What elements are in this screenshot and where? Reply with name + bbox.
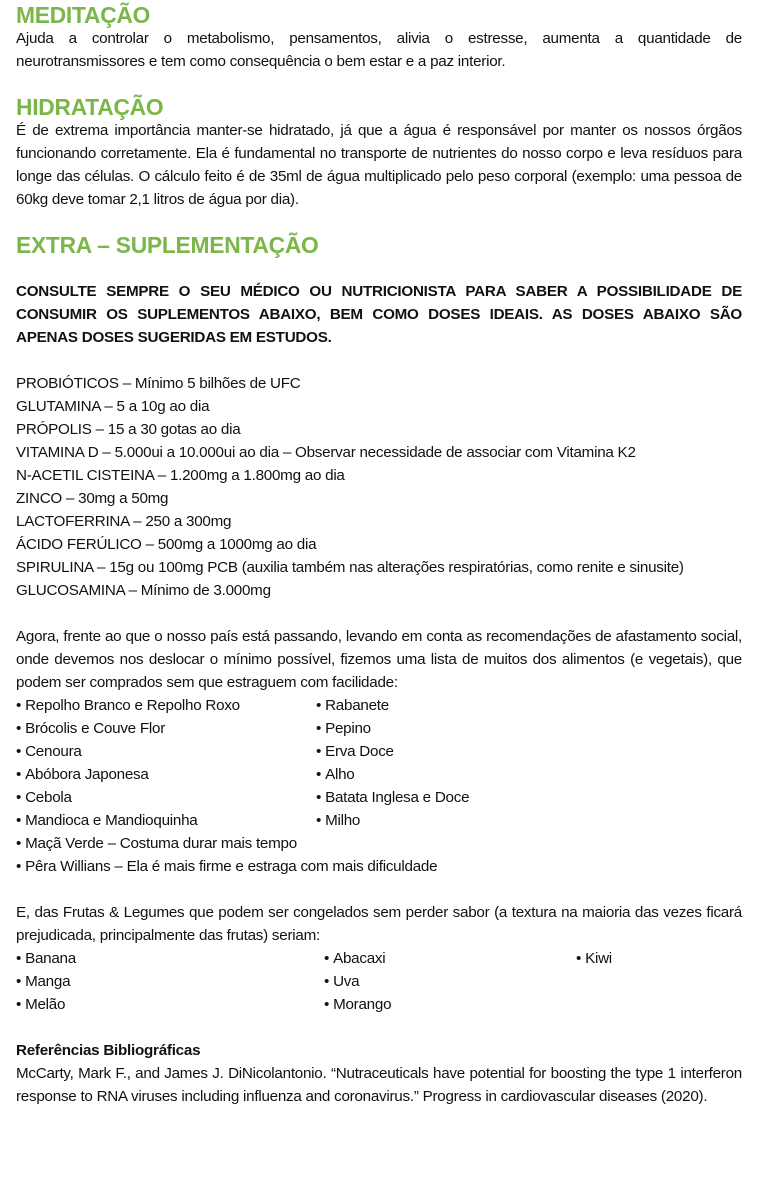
supplement-item: GLUTAMINA – 5 a 10g ao dia	[16, 398, 210, 415]
spacer	[16, 257, 742, 280]
paragraph-alimentos-intro: Agora, frente ao que o nosso país está passando, levando em conta as recomendações de afastamento social, onde devemos nos deslocar o mínimo possível, fizemos uma lista de muitos dos alimentos (e vegetais), que podem ser comprados sem que estraguem com facilidade:	[16, 628, 742, 691]
empty-cell	[576, 993, 736, 1016]
spacer	[16, 602, 742, 625]
supplement-item: ÁCIDO FERÚLICO – 500mg a 1000mg ao dia	[16, 536, 317, 553]
spacer	[16, 211, 742, 234]
frozen-item: • Banana	[16, 947, 324, 970]
spacer	[16, 1016, 742, 1039]
food-item: • Rabanete	[316, 694, 736, 717]
frozen-item: • Kiwi	[576, 947, 736, 970]
supplement-item: PROBIÓTICOS – Mínimo 5 bilhões de UFC	[16, 375, 301, 392]
reference-citation: McCarty, Mark F., and James J. DiNicolantonio. “Nutraceuticals have potential for boosting the type 1 interferon response to RNA viruses including influenza and coronavirus.” Progress in cardiovascular diseases (2020).	[16, 1065, 742, 1105]
food-item-extra: • Pêra Willians – Ela é mais firme e estraga com mais dificuldade	[16, 855, 742, 878]
supplement-item: LACTOFERRINA – 250 a 300mg	[16, 513, 232, 530]
food-item-extra: • Maçã Verde – Costuma durar mais tempo	[16, 832, 742, 855]
spacer	[16, 878, 742, 901]
frozen-item: • Melão	[16, 993, 324, 1016]
document-page	[16, 4, 742, 1108]
frozen-list	[16, 947, 742, 1016]
food-item: • Mandioca e Mandioquinha	[16, 809, 316, 832]
supplement-item: GLUCOSAMINA – Mínimo de 3.000mg	[16, 582, 271, 599]
food-item: • Brócolis e Couve Flor	[16, 717, 316, 740]
heading-meditacao: MEDITAÇÃO	[16, 2, 151, 28]
frozen-item: • Manga	[16, 970, 324, 993]
food-item: • Abóbora Japonesa	[16, 763, 316, 786]
food-list	[16, 694, 742, 832]
spacer	[16, 73, 742, 96]
supplement-item: ZINCO – 30mg a 50mg	[16, 490, 169, 507]
heading-hidratacao: HIDRATAÇÃO	[16, 94, 164, 120]
references-heading: Referências Bibliográficas	[16, 1042, 201, 1059]
warning-consult-doctor: CONSULTE SEMPRE O SEU MÉDICO OU NUTRICIONISTA PARA SABER A POSSIBILIDADE DE CONSUMIR OS SUPLEMENTOS ABAIXO, BEM COMO DOSES IDEAIS. AS DOSES ABAIXO SÃO APENAS DOSES SUGERIDAS EM ESTUDOS.	[16, 283, 742, 346]
paragraph-hidratacao: É de extrema importância manter-se hidratado, já que a água é responsável por manter os nossos órgãos funcionando corretamente. Ela é fundamental no transporte de nutrientes do nosso corpo e leva resíduos para longe das células. O cálculo feito é de 35ml de água multiplicado pelo peso corporal (exemplo: uma pessoa de 60kg deve tomar 2,1 litros de água por dia).	[16, 122, 742, 208]
supplement-item: SPIRULINA – 15g ou 100mg PCB (auxilia também nas alterações respiratórias, como renite e sinusite)	[16, 559, 684, 576]
paragraph-congelados-intro: E, das Frutas & Legumes que podem ser congelados sem perder sabor (a textura na maioria das vezes ficará prejudicada, principalmente das frutas) seriam:	[16, 904, 742, 944]
empty-cell	[576, 970, 736, 993]
food-item: • Milho	[316, 809, 736, 832]
supplement-item: VITAMINA D – 5.000ui a 10.000ui ao dia – Observar necessidade de associar com Vitamina K2	[16, 444, 636, 461]
heading-suplementacao: EXTRA – SUPLEMENTAÇÃO	[16, 232, 319, 258]
food-item: • Repolho Branco e Repolho Roxo	[16, 694, 316, 717]
food-item: • Pepino	[316, 717, 736, 740]
frozen-item: • Morango	[324, 993, 576, 1016]
supplement-list	[16, 372, 742, 602]
supplement-item: PRÓPOLIS – 15 a 30 gotas ao dia	[16, 421, 241, 438]
frozen-item: • Uva	[324, 970, 576, 993]
food-item: • Cenoura	[16, 740, 316, 763]
food-item: • Alho	[316, 763, 736, 786]
spacer	[16, 349, 742, 372]
supplement-item: N-ACETIL CISTEINA – 1.200mg a 1.800mg ao dia	[16, 467, 345, 484]
paragraph-meditacao: Ajuda a controlar o metabolismo, pensamentos, alivia o estresse, aumenta a quantidade de neurotransmissores e tem como consequência o bem estar e a paz interior.	[16, 30, 742, 70]
frozen-item: • Abacaxi	[324, 947, 576, 970]
food-item: • Cebola	[16, 786, 316, 809]
food-item: • Batata Inglesa e Doce	[316, 786, 736, 809]
food-item: • Erva Doce	[316, 740, 736, 763]
